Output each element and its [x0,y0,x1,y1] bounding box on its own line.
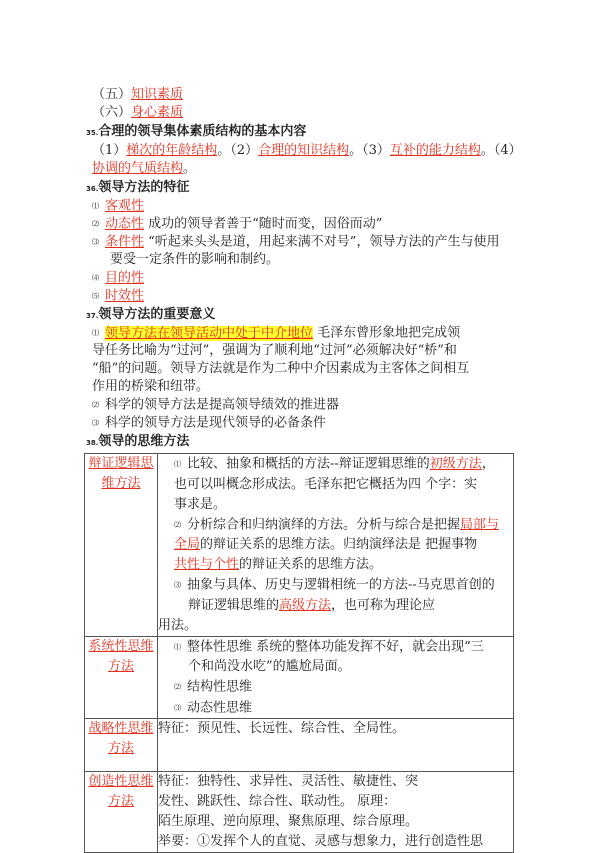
q36-item-1: ⑴ 客观性 [92,198,145,214]
item-body-mind-quality: （六）身心素质 [92,105,184,120]
highlighted-keyword: 领导方法在领导活动中处于中介地位 [105,325,314,341]
q37-line2: 导任务比喻为“过河”，强调为了顺利地“过河”必须解决好“桥”和 [92,343,457,358]
heading-38: 38.领导的思维方法 [86,434,190,449]
row-content: 特征：独特性、求异性、灵活性、敏捷性、突 发性、跳跃性、综合性、联动性。 原理： 陌生原理、逆向原理、聚焦原理、综合原理。 举要：①发挥个人的直觉、灵感与想象力，进行创造性思 [158,772,514,853]
thinking-methods-table [84,453,514,853]
keyword: 身心素质 [131,105,184,120]
row-label: 战略性思维方法 [85,719,158,772]
q36-item-4: ⑷ 目的性 [92,270,145,286]
table-row [85,636,514,719]
q35-line1: （1）梯次的年龄结构。（2）合理的知识结构。（3）互补的能力结构。（4） [92,143,522,158]
row-label: 系统性思维方法 [85,636,158,719]
q37-line3: “船”的问题。领导方法就是作为二种中介因素成为主客体之间相互 [92,361,470,376]
q37-item-3: ⑶ 科学的领导方法是现代领导的必备条件 [92,415,327,431]
row-content: 特征：预见性、长远性、综合性、全局性。 [158,719,514,772]
q36-item-3-cont: 要受一定条件的影响和制约。 [110,252,280,267]
q37-line4: 作用的桥梁和纽带。 [92,379,210,394]
table-row [85,772,514,853]
heading-36: 36.领导方法的特征 [86,180,190,195]
q35-line2: 协调的气质结构。 [92,161,197,176]
row-label: 辩证逻辑思维方法 [85,454,158,637]
q37-item-2: ⑵ 科学的领导方法是提高领导绩效的推进器 [92,397,340,413]
heading-37: 37.领导方法的重要意义 [86,307,216,322]
q36-item-5: ⑸ 时效性 [92,288,145,304]
row-content: ⑴ 整体性思维 系统的整体功能发挥不好，就会出现“三 个和尚没水吃”的尴尬局面。 ⑵ 结构性思维 ⑶ 动态性思维 [158,636,514,719]
row-label: 创造性思维方法 [85,772,158,853]
keyword: 知识素质 [131,87,184,102]
q36-item-3: ⑶ 条件性 “听起来头头是道，用起来满不对号”，领导方法的产生与使用 [92,234,500,250]
table-row [85,719,514,772]
q37-item-1: ⑴ 领导方法在领导活动中处于中介地位 毛泽东曾形象地把完成领 [92,325,461,341]
table-row [85,454,514,637]
item-knowledge-quality: （五）知识素质 [92,87,184,102]
q36-item-2: ⑵ 动态性 成功的领导者善于“随时而变，因俗而动” [92,216,383,232]
row-content: ⑴ 比较、抽象和概括的方法--辩证逻辑思维的初级方法， 也可以叫概念形成法。毛泽东把它概括为四 个字：实 事求是。 ⑵ 分析综合和归纳演绎的方法。分析与综合是把握局部与 全局的辩证关系的思维方法。归纳演绎法是 把握事物 共性与个性的辩证关系的思维方法。 ⑶ 抽象与具体、历史与逻辑相统一的方法--马克思首创的 辩证逻辑思维的高级方法，也可称为理论应 用法。 [158,454,514,637]
heading-35: 35.合理的领导集体素质结构的基本内容 [86,124,307,139]
